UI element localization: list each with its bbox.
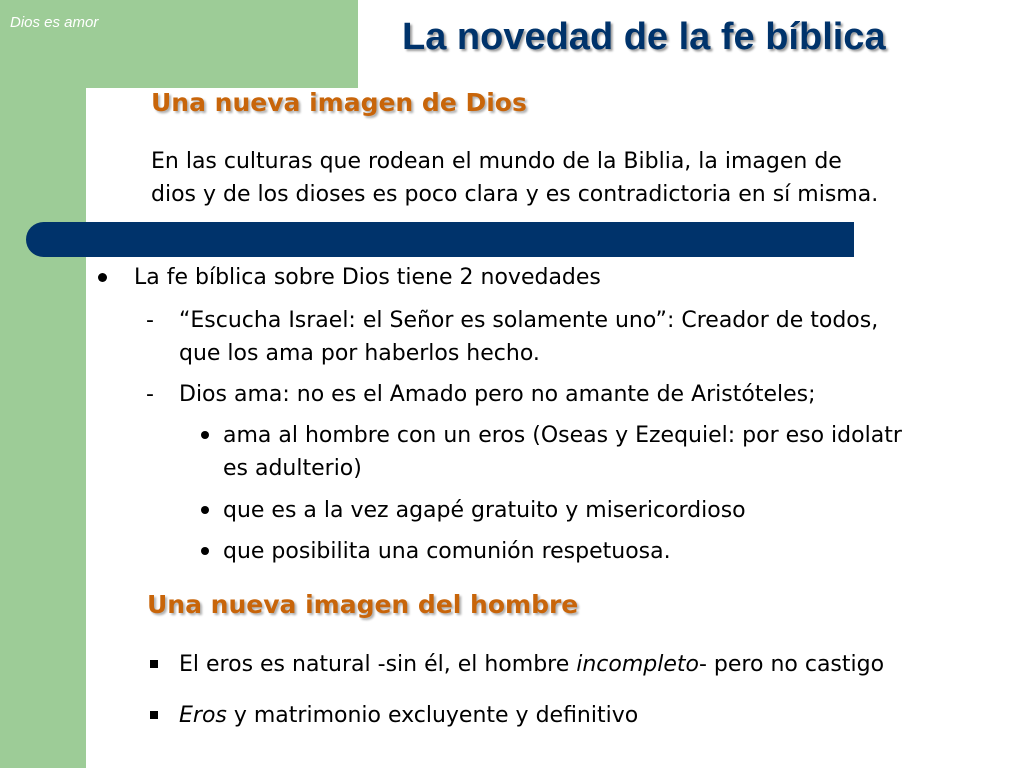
divider-bar [26,222,854,257]
item2-post: y matrimonio excluyente y definitivo [226,703,639,728]
sub3-text: que posibilita una comunión respetuosa. [223,539,671,564]
intro-line-2: dios y de los dioses es poco clara y es contradictoria en sí misma. [151,182,879,207]
dash1-line-2: que los ama por haberlos hecho. [179,341,540,366]
sub1-line-1: ama al hombre con un eros (Oseas y Ezequiel: por eso idolatr [223,423,902,448]
main-bullet-text: La fe bíblica sobre Dios tiene 2 novedades [134,265,601,290]
sub2-text: que es a la vez agapé gratuito y misericordioso [223,498,746,523]
item1-pre: El eros es natural -sin él, el hombre [179,652,577,677]
dash-marker: - [146,308,154,333]
band-curve [86,88,130,132]
header-tag: Dios es amor [10,14,99,31]
hombre-item-1 [179,648,884,681]
left-green-band [0,0,86,768]
sub-bullet-dot [201,547,209,555]
bullet-dot [98,273,107,282]
sub-bullet-dot [201,506,209,514]
slide-title: La novedad de la fe bíblica [402,16,886,58]
hombre-item-2 [179,699,638,732]
item1-em: incompleto [576,652,699,677]
sub1-line-2: es adulterio) [223,456,362,481]
item1-post: - pero no castigo [699,652,885,677]
sub-bullet-dot [201,431,209,439]
intro-paragraph [151,145,1021,211]
top-green-band [86,0,358,88]
square-bullet [150,660,158,668]
intro-line-1: En las culturas que rodean el mundo de la Biblia, la imagen de [151,149,842,174]
section-heading-dios: Una nueva imagen de Dios [151,88,527,117]
dash2-text: Dios ama: no es el Amado pero no amante de Aristóteles; [179,382,816,407]
square-bullet [150,711,158,719]
dash-marker: - [146,382,154,407]
section-heading-hombre: Una nueva imagen del hombre [147,590,579,619]
item2-em: Eros [179,703,227,728]
dash1-line-1: “Escucha Israel: el Señor es solamente uno”: Creador de todos, [179,308,879,333]
